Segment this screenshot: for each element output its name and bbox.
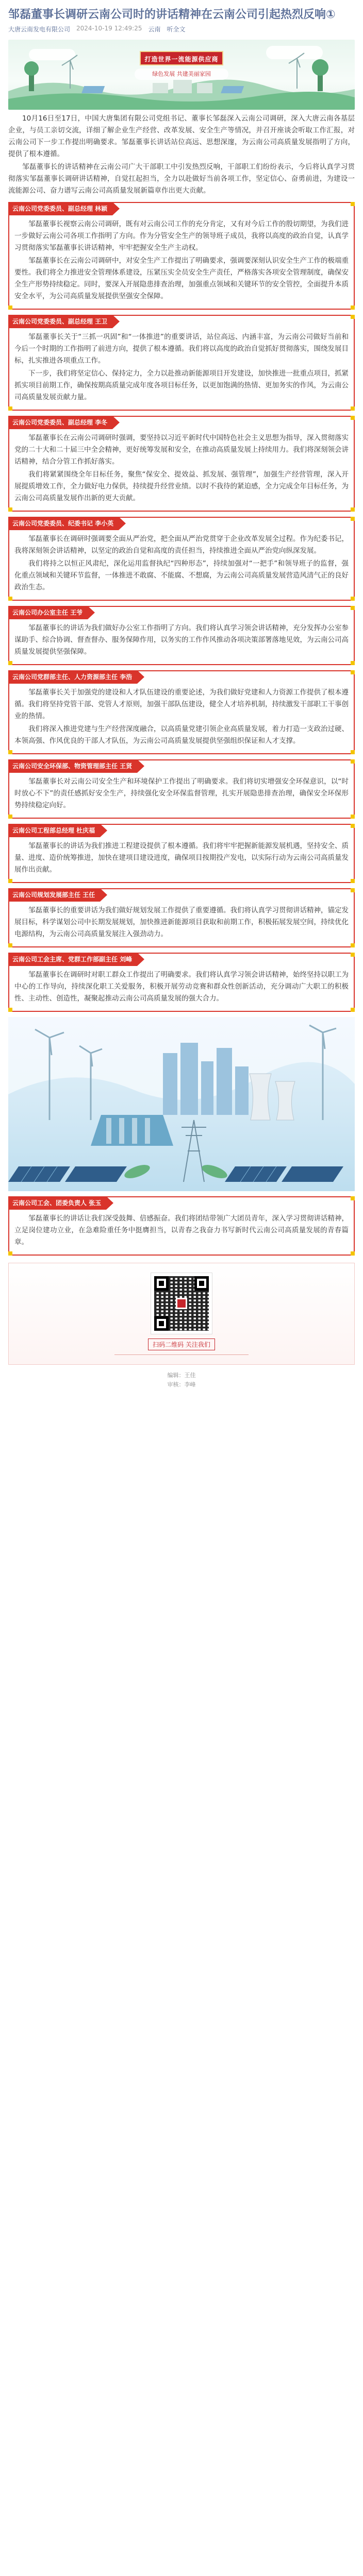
intro-paragraph: 10月16日至17日，中国大唐集团有限公司党组书记、董事长邹磊深入云南公司调研，深入大唐云南各基层企业，与员工亲切交流，详细了解企业生产经营、改革发展、安全生产等情况，并召开座谈会听取工作汇报，对云南公司下一步工作提出明确要求。邹磊董事长讲话站位高远、思想深邃，为云南公司高质量发展指明了方向，提供了根本遵循。 xyxy=(8,114,355,158)
section-header xyxy=(8,953,144,966)
section-paragraph: 邹磊董事长关于加强党的建设和人才队伍建设的重要论述，为我们做好党建和人力资源工作提供了根本遵循。我们将坚持党管干部、党管人才原则，加强干部队伍建设，健全人才培养机制，持续激发干部职工干事创业的热情。 xyxy=(14,688,349,720)
qr-footer xyxy=(8,1263,355,1365)
speaker-section xyxy=(8,759,355,819)
speaker-section xyxy=(8,416,355,512)
speaker-label: 云南公司工会主席、党群工作部副主任 刘峰 xyxy=(8,953,137,966)
article-meta xyxy=(0,25,363,37)
speaker-label: 云南公司党委委员、副总经理 李冬 xyxy=(8,416,112,429)
section-paragraph: 邹磊董事长关于“三抓一巩固”和“一体推进”的重要讲话，站位高远、内涵丰富，为云南公司做好当前和今后一个时期的工作指明了前进方向，提供了根本遵循。我们将以高度的政治自觉抓好贯彻落实，围绕发展目标，扎实推进各项重点工作。 xyxy=(14,333,349,365)
reviewer-credit: 审核：李峰 xyxy=(167,1381,196,1388)
speaker-section xyxy=(8,202,355,310)
speaker-section xyxy=(8,953,355,1012)
section-paragraph: 邹磊董事长的讲话为我们推进工程建设提供了根本遵循。我们将牢牢把握新能源发展机遇，坚持安全、质量、进度、造价统筹推进，加快在建项目建设进度，确保项目按期投产发电，以实际行动为云南公司高质量发展作出贡献。 xyxy=(14,842,349,874)
section-paragraph: 下一步，我们将坚定信心、保持定力，全力以赴推动新能源项目开发建设，加快推进一批重点项目，抓紧抓实项目前期工作，确保按期高质量完成年度各项目标任务，以更加饱满的热情、更加务实的作风，为云南公司高质量发展贡献力量。 xyxy=(14,369,349,401)
intro-paragraph: 邹磊董事长的讲话精神在云南公司广大干部职工中引发热烈反响，干部职工们纷纷表示，今后将认真学习贯彻落实邹磊董事长调研讲话精神，自觉扛起担当，全力以赴做好当前各项工作，坚定信心、奋勇前进，为建设一流能源公司、奋力谱写云南公司高质量发展新篇章作出更大贡献。 xyxy=(8,163,355,195)
article-title: 邹磊董事长调研云南公司时的讲话精神在云南公司引起热烈反响① xyxy=(8,8,336,21)
section-paragraph: 邹磊董事长在调研时对职工群众工作提出了明确要求。我们将认真学习领会讲话精神，始终坚持以职工为中心的工作导向，持续深化职工关爱服务，积极开展劳动竞赛和群众性创新活动，充分调动广大职工的积极性、主动性、创造性，凝聚起推动云南公司高质量发展的强大合力。 xyxy=(14,971,349,1003)
speaker-label: 云南公司党委委员、纪委书记 李小英 xyxy=(8,517,119,530)
banner-title: 打造世界一流能源供应商 xyxy=(140,51,223,65)
speaker-section xyxy=(8,824,355,883)
section-paragraph: 我们将深入推进党建与生产经营深度融合，以高质量党建引领企业高质量发展，着力打造一支政治过硬、本领高强、作风优良的干部人才队伍，为云南公司高质量发展提供坚强组织保证和人才支撑。 xyxy=(14,725,349,745)
energy-illustration xyxy=(8,1017,355,1191)
speaker-section xyxy=(8,606,355,665)
section-paragraph: 我们将紧紧围绕全年目标任务，聚焦“保安全、提效益、抓发展、强管理”，加强生产经营管理，深入开展提质增效工作，全力做好电力保供，持续提升经营业绩。以时不我待的紧迫感，全力完成全年目标任务，为云南公司高质量发展作出新的更大贡献。 xyxy=(14,470,349,502)
section-header xyxy=(8,202,120,215)
qr-code[interactable] xyxy=(151,1273,212,1334)
speaker-label: 云南公司党委委员、副总经理 林颖 xyxy=(8,202,112,215)
section-paragraph: 邹磊董事长视察云南公司调研，既有对云南公司工作的充分肯定，又有对今后工作的殷切期望，为我们进一步做好云南公司各项工作指明了方向。作为分管安全生产的领导班子成员，我将以高度的政治自觉，认真学习贯彻落实邹磊董事长讲话精神，牢牢把握安全生产主动权。 xyxy=(14,220,349,252)
section-paragraph: 我们将持之以恒正风肃纪，深化运用监督执纪“四种形态”，持续加强对“一把手”和领导班子的监督，强化重点领域和关键环节监督，一体推进不敢腐、不能腐、不想腐，为云南公司高质量发展营造风清气正的良好政治生态。 xyxy=(14,560,349,591)
section-header xyxy=(8,670,144,684)
speaker-label: 云南公司安全环保部、物资管理部主任 王贤 xyxy=(8,759,137,773)
section-header xyxy=(8,888,107,902)
speaker-section xyxy=(8,517,355,601)
speaker-section xyxy=(8,1196,355,1256)
section-header xyxy=(8,416,120,429)
section-paragraph: 邹磊董事长的讲话为我们做好办公室工作指明了方向。我们将认真学习领会讲话精神，充分发挥办公室参谋助手、综合协调、督查督办、服务保障作用，以务实的工作作风推动各项决策部署落地见效，为云南公司高质量发展提供坚强保障。 xyxy=(14,624,349,656)
speaker-label: 云南公司工程部总经理 杜庆福 xyxy=(8,824,100,837)
section-header xyxy=(8,824,107,837)
speaker-label: 云南公司办公室主任 王爷 xyxy=(8,606,88,619)
speaker-label: 云南公司工会、团委负责人 张玉 xyxy=(8,1196,106,1210)
listen-button[interactable]: 听全文 xyxy=(167,26,186,33)
section-paragraph: 邹磊董事长的重要讲话为我们做好规划发展工作提供了重要遵循。我们将认真学习贯彻讲话精神，锚定发展目标，科学谋划公司中长期发展规划，加快推进新能源项目获取和前期工作，积极拓展发展空间，持续优化电源结构，为云南公司高质量发展注入强劲动力。 xyxy=(14,906,349,938)
section-header xyxy=(8,315,120,328)
speaker-section xyxy=(8,670,355,754)
location: 云南 xyxy=(148,26,161,33)
section-header xyxy=(8,606,95,619)
speaker-label: 云南公司规划发展部主任 王任 xyxy=(8,888,100,902)
section-paragraph: 邹磊董事长的讲话让我们深受鼓舞、倍感振奋。我们将团结带领广大团员青年，深入学习贯彻讲话精神，立足岗位建功立业，在急难险重任务中挺膺担当，以青春之我奋力书写新时代云南公司高质量发展的青春篇章。 xyxy=(14,1214,349,1246)
section-header xyxy=(8,517,126,530)
credits xyxy=(0,1365,363,1392)
qr-caption: 扫码二维码 关注我们 xyxy=(148,1338,215,1350)
section-paragraph: 邹磊董事长在调研时强调要全面从严治党，把全面从严治党贯穿于企业改革发展全过程。作为纪委书记，我将深刻领会讲话精神，以坚定的政治自觉和高度的责任担当，持续推进全面从严治党向纵深发展。 xyxy=(14,535,349,555)
banner-slogan: 绿色发展 共建美丽家园 xyxy=(135,69,228,80)
section-paragraph: 邹磊董事长在云南公司调研中，对安全生产工作提出了明确要求，强调要深刻认识安全生产工作的极端重要性。我们将全力推进安全管理体系建设，压紧压实全员安全生产责任，严格落实各项安全管理制度，确保安全生产形势持续稳定。同时，要深入开展隐患排查治理，加强重点领域和关键环节的安全管控，全面提升本质安全水平，为公司高质量发展提供坚强安全保障。 xyxy=(14,257,349,300)
source-account[interactable]: 大唐云南发电有限公司 xyxy=(8,26,71,33)
section-header xyxy=(8,759,144,773)
energy-scene-graphic xyxy=(8,1017,355,1191)
section-header xyxy=(8,1196,113,1210)
speaker-section xyxy=(8,315,355,411)
section-paragraph: 邹磊董事长对云南公司安全生产和环境保护工作提出了明确要求。我们将切实增强安全环保意识，以“时时放心不下”的责任感抓好安全生产，持续强化安全环保监督管理，扎实开展隐患排查治理，确保安全环保形势持续稳定向好。 xyxy=(14,777,349,809)
section-paragraph: 邹磊董事长在云南公司调研时强调，要坚持以习近平新时代中国特色社会主义思想为指导，深入贯彻落实党的二十大和二十届三中全会精神，更好统筹发展和安全，在推动高质量发展上持续用力。我们将深刻领会讲话精神，结合分管工作抓好落实。 xyxy=(14,434,349,466)
speaker-label: 云南公司党委委员、副总经理 王卫 xyxy=(8,315,112,328)
speaker-label: 云南公司党群部主任、人力资源部主任 李浩 xyxy=(8,670,137,684)
publish-date: 2024-10-19 12:49:25 xyxy=(76,25,142,32)
speaker-section xyxy=(8,888,355,947)
header-banner xyxy=(8,40,355,110)
editor-credit: 编辑：王佳 xyxy=(167,1372,196,1379)
